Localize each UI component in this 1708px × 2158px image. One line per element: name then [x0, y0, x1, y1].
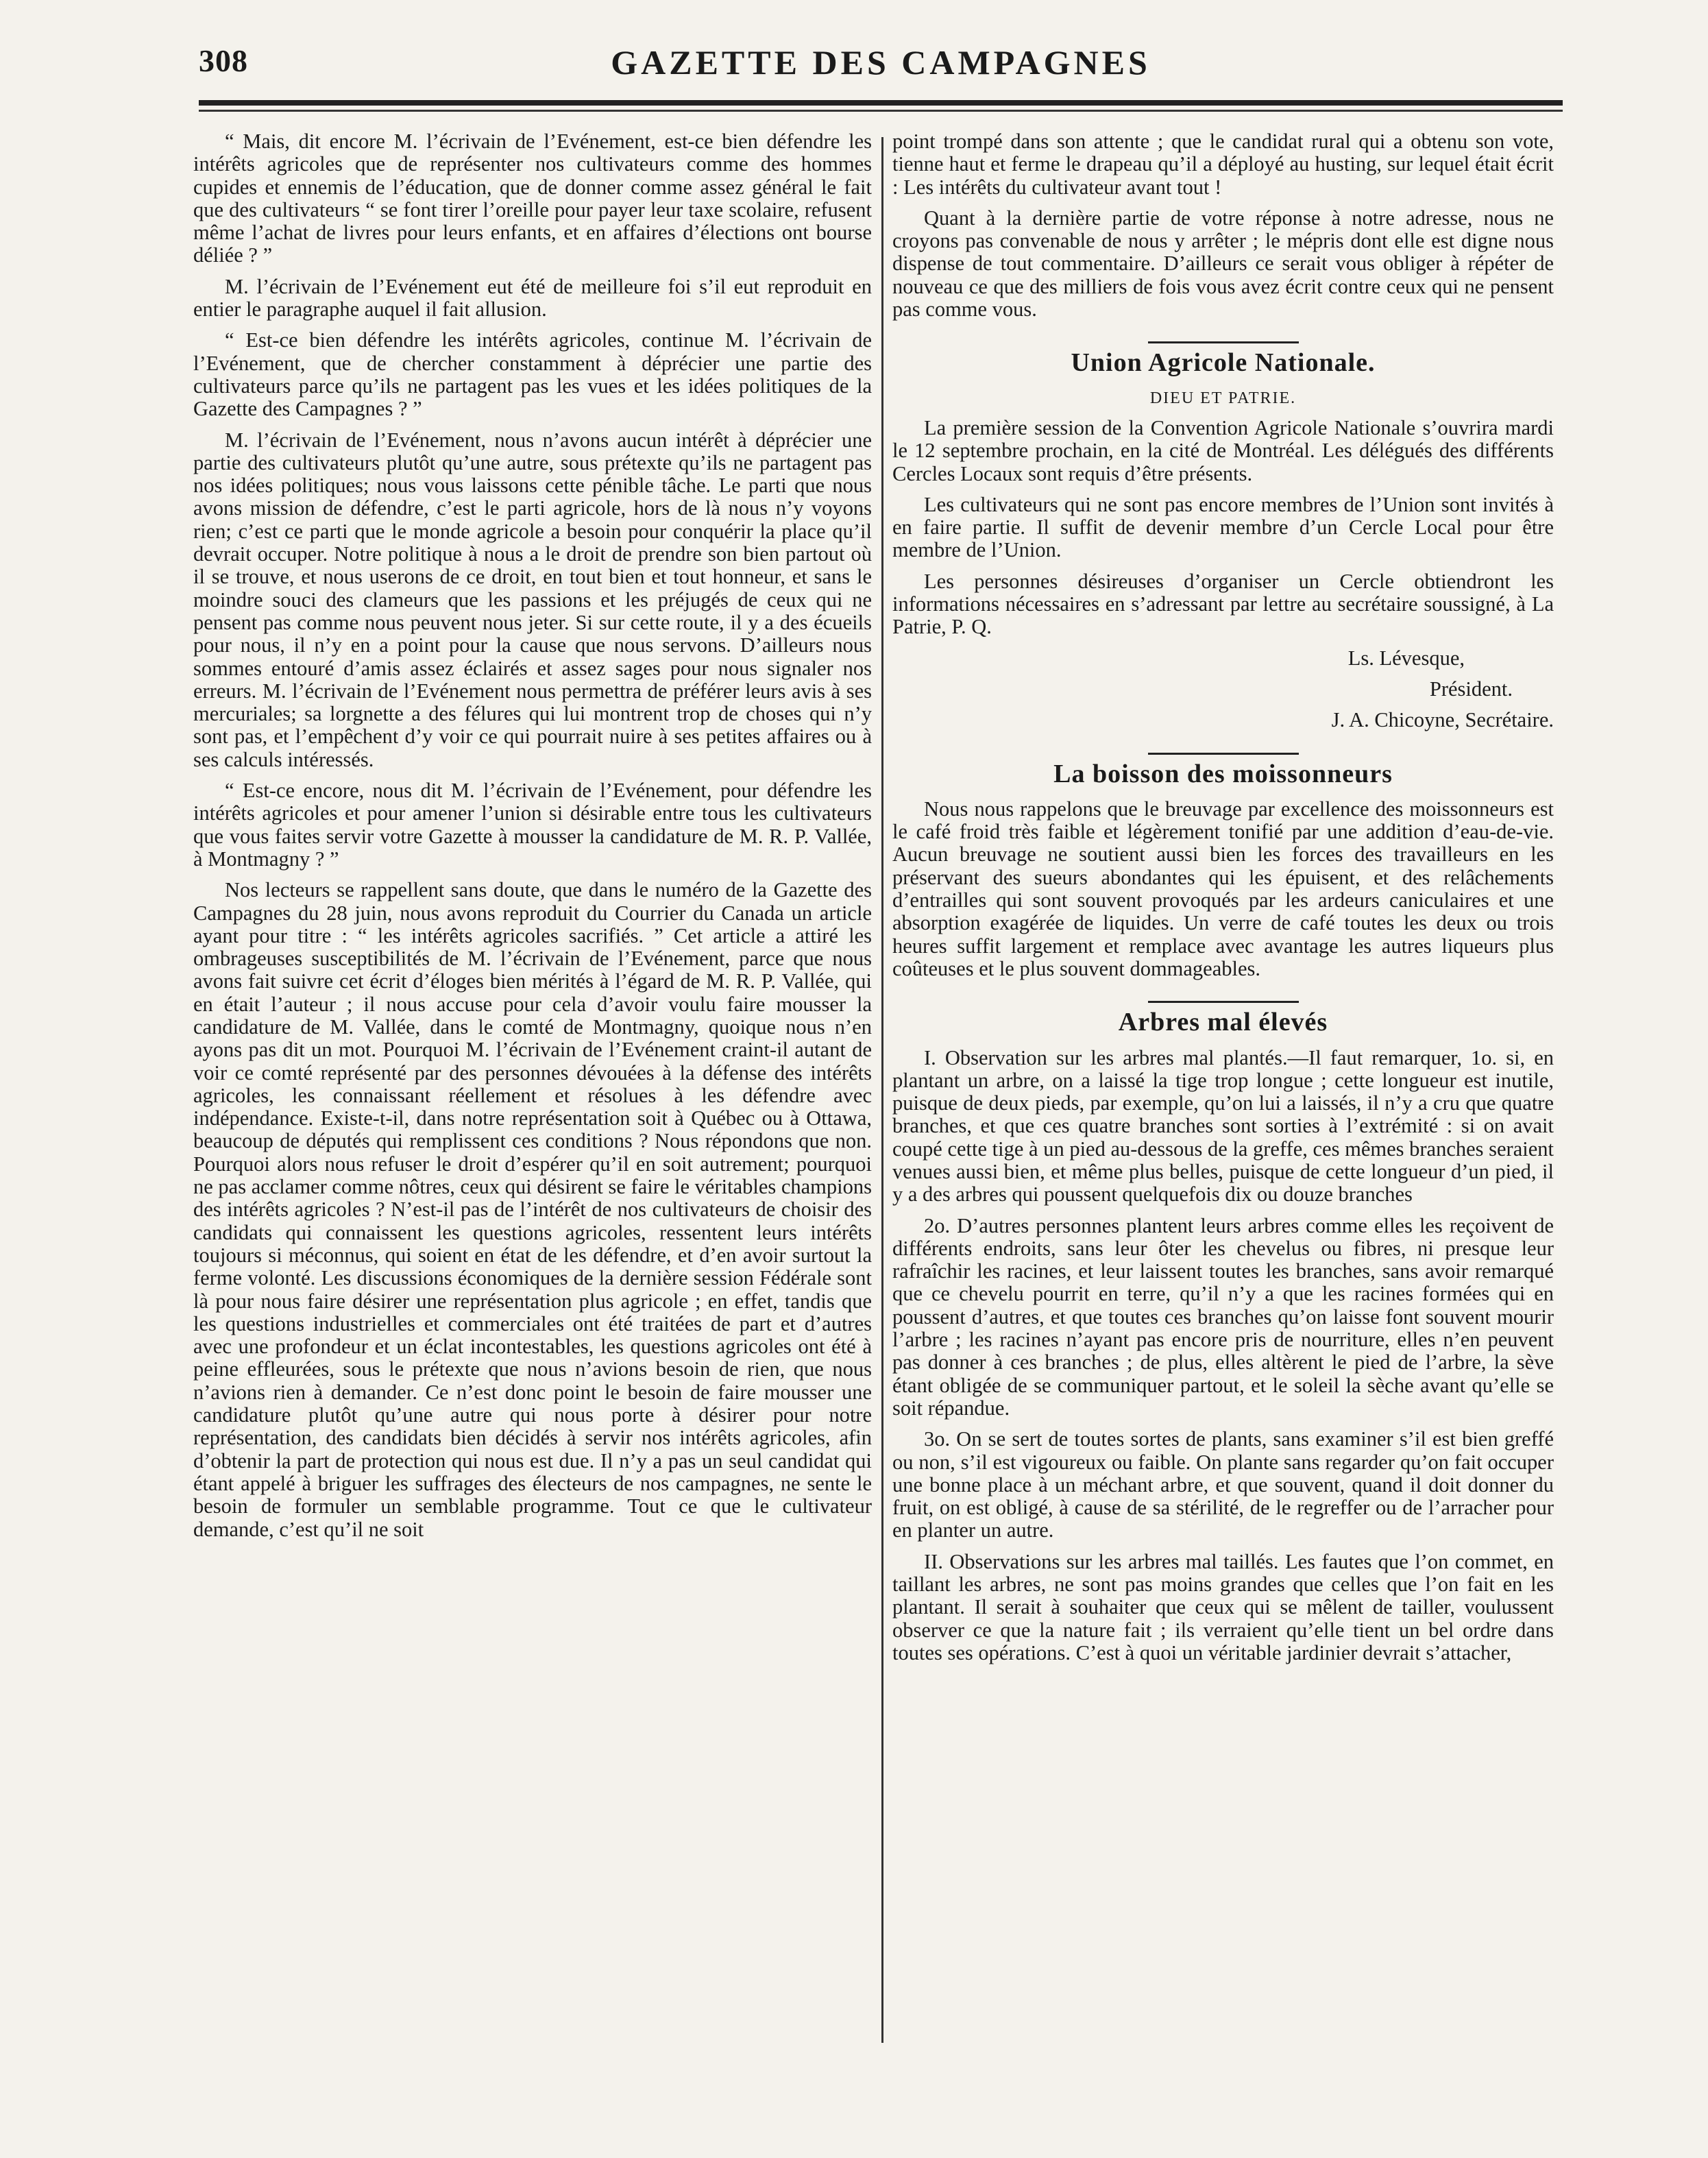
arbres-paragraph: 2o. D’autres personnes plantent leurs arbres comme elles les reçoivent de différents endroits, sans leur ôter les chevelus ou fibres, ni presque leur rafraîchir les racines, et leur laissent toutes les branches, sans avoir remarqué que ce chevelu pourrit en terre, qu’il n’y a que les racines formées qui en poussent d’autres, et que toutes ces branches qu’on laisse font souvent mourir l’arbre ; les racines n’ayant pas encore pris de nourriture, elles n’en peuvent pas donner à ces branches ; de plus, elles altèrent le pied de l’arbre, la sève étant obligée de se communiquer partout, et le soleil la sèche avant qu’elle se soit répandue. [892, 1213, 1554, 1420]
left-paragraph: “ Est-ce bien défendre les intérêts agricoles, continue M. l’écrivain de l’Evénement, que de chercher constamment à déprécier une partie des cultivateurs parce qu’ils ne partagent pas les vues et les idées politiques de la Gazette des Campagnes ? ” [193, 328, 872, 421]
arbres-paragraph: II. Observations sur les arbres mal taillés. Les fautes que l’on commet, en taillant les arbres, ne sont pas moins grandes que celles que l’on fait en les plantant. Il serait à souhaiter que ceux qui se mêlent de tailler, voulussent observer ce que la nature fait ; ils verraient qu’elle tient un bel ordre dans toutes ses opérations. C’est à quoi un véritable jardinier devrait s’attacher, [892, 1549, 1554, 1664]
reply-paragraph: Quant à la dernière partie de votre réponse à notre adresse, nous ne croyons pas convenable de nous y arrêter ; le mépris dont elle est digne nous dispense de tout commentaire. D’ailleurs ce serait vous obliger à répéter de nouveau ce que des milliers de fois vous avez écrit contre ceux qui ne pensent pas comme vous. [892, 206, 1554, 322]
left-column [193, 130, 872, 1549]
header-rule-thick [199, 100, 1563, 106]
right-column [892, 130, 1554, 1673]
union-section-title: Union Agricole Nationale. [1071, 348, 1376, 378]
masthead-title: GAZETTE DES CAMPAGNES [611, 43, 1151, 82]
boisson-paragraph: Nous nous rappelons que le breuvage par excellence des moissonneurs est le café froid très faible et légèrement tonifié par une addition d’eau-de-vie. Aucun breuvage ne soutient aussi bien les forces des travailleurs en les préservant des sueurs abondantes qui les épuisent, et des relâchements d’entrailles qui sont souvent provoqués par les ardeurs caniculaires et une absorption exagérée de liquides. Un verre de café toutes les deux ou trois heures suffit largement et remplace avec avantage les autres liqueurs plus coûteuses et le plus souvent dommageables. [892, 797, 1554, 980]
left-paragraph: M. l’écrivain de l’Evénement eut été de meilleure foi s’il eut reproduit en entier le paragraphe auquel il fait allusion. [193, 274, 872, 322]
left-paragraph: “ Est-ce encore, nous dit M. l’écrivain de l’Evénement, pour défendre les intérêts agricoles et pour amener l’union si désirable entre tous les cultivateurs que vous faites servir votre Gazette à mousser la candidature de M. R. P. Vallée, à Montmagny ? ” [193, 779, 872, 871]
column-divider [881, 137, 883, 2043]
signature-president-name: Ls. Lévesque, [1347, 646, 1465, 670]
left-paragraph: M. l’écrivain de l’Evénement, nous n’avons aucun intérêt à déprécier une partie des cultivateurs plutôt qu’une autre, sous prétexte qu’ils ne partagent pas nos idées politiques; nous vous laissons cette pénible tâche. Le parti que nous avons mission de défendre, c’est le parti agricole, hors de là nous n’y voyons rien; c’est ce parti que le monde agricole a besoin pour conquérir la place qu’il devrait occuper. Notre politique à nous a le droit de prendre son bien partout où il se trouve, et nous userons de ce droit, en tout bien et tout honneur, et sans le moindre souci des clameurs que les passions et les préjugés de ceux qui ne pensent pas comme nous peuvent nous jeter. Si sur cette route, il y a des écueils pour nous, il n’y en a point pour la cause que nous servons. D’ailleurs nous sommes entouré d’amis assez éclairés et assez sages pour nous signaler nos erreurs. M. l’écrivain de l’Evénement nous permettra de préférer leurs avis à ses mercuriales; sa lorgnette a des félures qui lui montrent trop de choses qui n’y sont pas, et l’empêchent d’y voir ce qui pourrait nuire à ses petites affaires ou à ses calculs intéressés. [193, 428, 872, 771]
boisson-section-title: La boisson des moissonneurs [1053, 759, 1393, 788]
left-paragraph: “ Mais, dit encore M. l’écrivain de l’Evénement, est-ce bien défendre les intérêts agricoles que de représenter nos cultivateurs comme des hommes cupides et ennemis de l’éducation, que de donner comme assez général le fait que des cultivateurs “ se font tirer l’oreille pour payer leur taxe scolaire, refusent même l’achat de livres pour leurs enfants, et en affaires d’élections ont bourse déliée ? ” [193, 130, 872, 267]
signature-secretary: J. A. Chicoyne, Secrétaire. [1331, 708, 1554, 732]
page-number: 308 [199, 43, 248, 78]
union-motto: DIEU ET PATRIE. [1149, 389, 1297, 407]
union-paragraph: Les personnes désireuses d’organiser un Cercle obtiendront les informations nécessaires en s’adressant par lettre au secrétaire soussigné, à La Patrie, P. Q. [892, 569, 1554, 639]
page-header [199, 38, 1563, 86]
header-rule-thin [199, 110, 1563, 112]
continuation-paragraph: point trompé dans son attente ; que le candidat rural qui a obtenu son vote, tienne haut et ferme le drapeau qu’il a déployé au husting, sur lequel était écrit : Les intérêts du cultivateur avant tout ! [892, 130, 1554, 199]
section-divider [1148, 753, 1299, 755]
left-paragraph: Nos lecteurs se rappellent sans doute, que dans le numéro de la Gazette des Campagnes du 28 juin, nous avons reproduit du Courrier du Canada un article ayant pour titre : “ les intérêts agricoles sacrifiés. ” Cet article a attiré les ombrageuses susceptibilités de M. l’écrivain de l’Evénement, parce que nous avons fait suivre cet écrit d’éloges bien mérités à l’égard de M. R. P. Vallée, qui en était l’auteur ; il nous accuse pour cela d’avoir voulu faire mousser la candidature de M. Vallée, dans le comté de Montmagny, quoique nous n’en ayons pas dit un mot. Pourquoi M. l’écrivain de l’Evénement craint-il autant de voir ce comté représenté par des personnes dévouées à la défense des intérêts agricoles, les connaissant réellement et résolues à les défendre avec indépendance. Existe-t-il, dans notre représentation soit à Québec ou à Ottawa, beaucoup de députés qui remplissent ces conditions ? Nous répondons que non. Pourquoi alors nous refuser le droit d’espérer qu’il en soit autrement; pourquoi ne pas acclamer comme nôtres, ceux qui désirent se faire le véritables champions des intérêts agricoles ? N’est-il pas de l’intérêt de nos cultivateurs de choisir des candidats qui connaissent les questions agricoles, ressentent leurs intérêts toujours si méconnus, qui soient en état de les défendre, et d’en avoir surtout la ferme volonté. Les discussions économiques de la dernière session Fédérale sont là pour nous faire désirer une représentation plus agricole ; en effet, tandis que les questions industrielles et commerciales ont été traitées de part et d’autres avec une profondeur et un éclat incontestables, les questions agricoles ont été à peine effleurées, sous le prétexte que nous n’avions besoin de rien, que nous n’avions rien à demander. Ce n’est donc point le besoin de faire mousser une candidature plutôt qu’une autre qui nous porte à désirer pour notre représentation, des candidats bien décidés à servir nos intérêts agricoles, afin d’obtenir la part de protection qui nous est due. Il n’y a pas un seul candidat qui étant appelé à briguer les suffrages des électeurs de nos campagnes, ne sente le besoin de formuler un semblable programme. Tout ce que le cultivateur demande, c’est qu’il ne soit [193, 878, 872, 1541]
arbres-paragraph: 3o. On se sert de toutes sortes de plants, sans examiner s’il est bien greffé ou non, s’il est vigoureux ou faible. On plante sans regarder qu’on fait occuper une bonne place à un méchant arbre, et que souvent, quand il doit donner du fruit, on est obligé, à cause de sa stérilité, de le regreffer ou de l’arracher pour en planter un autre. [892, 1427, 1554, 1542]
signature-president-role: Président. [1429, 677, 1513, 701]
union-paragraph: La première session de la Convention Agricole Nationale s’ouvrira mardi le 12 septembre prochain, en la cité de Montréal. Les délégués des différents Cercles Locaux sont requis d’être présents. [892, 415, 1554, 485]
union-paragraph: Les cultivateurs qui ne sont pas encore membres de l’Union sont invités à en faire partie. Il suffit de devenir membre d’un Cercle Local pour être membre de l’Union. [892, 492, 1554, 562]
section-divider [1148, 341, 1299, 343]
section-divider [1148, 1001, 1299, 1003]
arbres-paragraph: I. Observation sur les arbres mal plantés.—Il faut remarquer, 1o. si, en plantant un arbre, on a laissé la tige trop longue ; cette longueur est inutile, puisque de deux pieds, par exemple, qu’on lui a laissés, il n’y a cru que quatre branches, et que ces quatre branches sont sorties à l’extrémité : si on avait coupé cette tige à un pied au-dessous de la greffe, ces mêmes branches seraient venues aussi bien, et même plus belles, puisque de cette longueur d’un pied, il y a des arbres qui poussent quelquefois dix ou douze branches [892, 1045, 1554, 1207]
arbres-section-title: Arbres mal élevés [1118, 1008, 1328, 1037]
